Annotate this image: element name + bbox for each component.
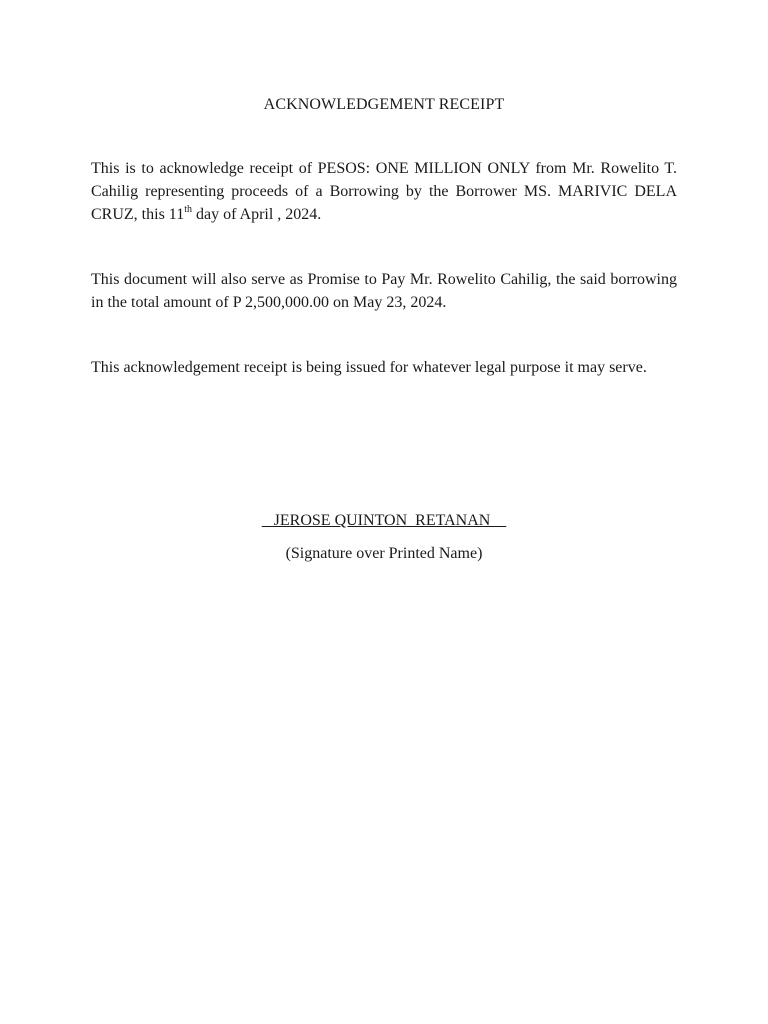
purpose-paragraph: This acknowledgement receipt is being issued for whatever legal purpose it may serve. bbox=[91, 359, 647, 376]
signature-line bbox=[0, 511, 768, 531]
receipt-date-text: day of April , 2024. bbox=[191, 206, 322, 223]
ordinal-suffix: th bbox=[184, 203, 192, 215]
receipt-text: This is to acknowledge receipt of PESOS: ONE MILLION ONLY from Mr. Rowelito T. Cahilig representing proceeds of a Borrowing by the Borrower MS. MARIVIC DELA CRUZ, this 11 bbox=[91, 160, 677, 223]
signature-caption: (Signature over Printed Name) bbox=[285, 545, 483, 562]
signatory-name: JEROSE QUINTON RETANAN bbox=[261, 512, 507, 529]
receipt-paragraph bbox=[91, 157, 677, 226]
promise-to-pay-paragraph: This document will also serve as Promise to Pay Mr. Rowelito Cahilig, the said borrowing in the total amount of P 2,500,000.00 on May 23, 2024. bbox=[91, 271, 677, 311]
document-title: ACKNOWLEDGEMENT RECEIPT bbox=[263, 96, 505, 113]
